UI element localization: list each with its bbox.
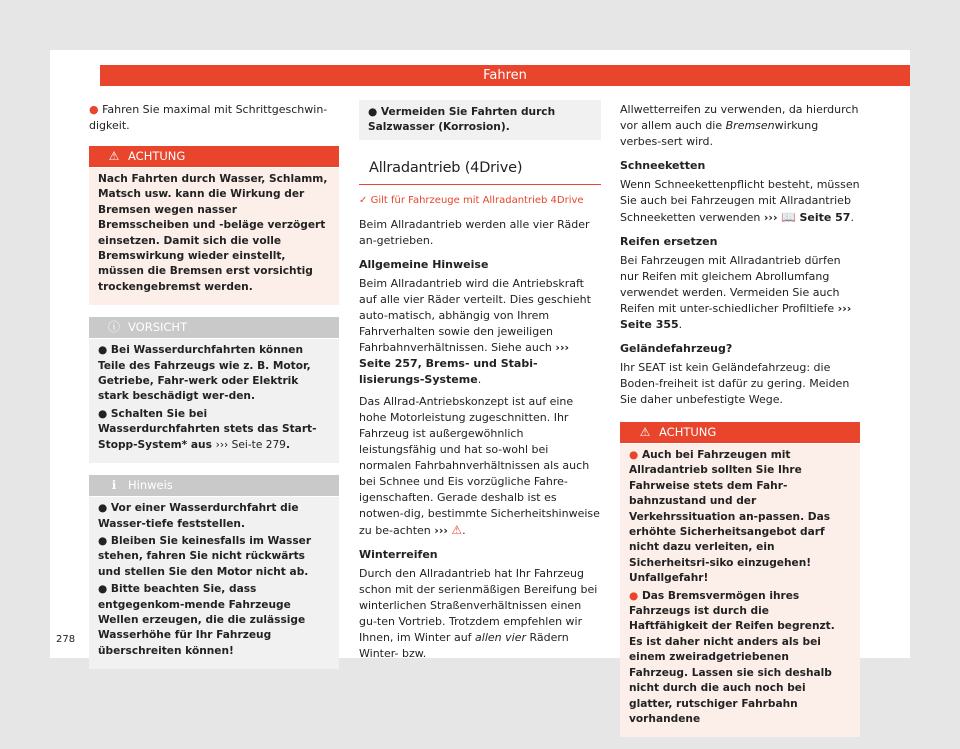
warning-box (620, 422, 860, 737)
paragraph-end: wirkung verbes-sert wird. (620, 119, 819, 148)
caution-item-text: ● Schalten Sie bei Wasserdurchfahrten stets das Start-Stopp-System* aus (98, 407, 317, 451)
paragraph-text: Wenn Schneekettenpflicht besteht, müssen Sie auch bei Fahrzeugen mit Allradantrieb Schneeketten verwenden (620, 178, 860, 224)
warning-header (89, 146, 339, 168)
info-item: ● Bitte beachten Sie, dass entgegenkom-mende Fahrzeuge Wellen erzeugen, die die zulässige Wasserhöhe für Ihr Fahrzeug überschreiten können! (98, 583, 306, 657)
column-middle (359, 102, 601, 668)
info-box (89, 475, 339, 669)
warning-item-text: Auch bei Fahrzeugen mit Allradantrieb sollten Sie Ihre Fahrweise stets dem Fahr-bahnzustand und der Verkehrssituation an-passen. Das erhöhte Sicherheitsangebot darf nicht dazu verleiten, ein Sicherheitsri-siko einzugehen! Unfallgefahr! (629, 449, 831, 585)
chapter-header: Fahren (100, 65, 910, 86)
page-number: 278 (56, 634, 76, 645)
page-reference-link[interactable]: ››› Sei-te 279 (215, 438, 286, 451)
bullet-icon: ● (629, 589, 642, 602)
warning-text: Nach Fahrten durch Wasser, Schlamm, Matsch usw. kann die Wirkung der Bremsen wegen nasser Bremsscheiben und -beläge verzögert einsetzen. Damit sich die volle Bremswirkung wieder einstellt, müssen die Bremsen erst vorsichtig trockengebremst werden. (98, 173, 328, 293)
page-reference-link[interactable]: ››› Seite 355 (620, 302, 852, 331)
emphasis-text: Bremsen (725, 119, 775, 132)
caution-item-end: . (285, 438, 290, 451)
info-header (89, 475, 339, 497)
info-item: ● Vor einer Wasserdurchfahrt die Wasser-tiefe feststellen. (98, 502, 299, 530)
manual-page (50, 50, 910, 725)
column-right (620, 102, 860, 749)
caution-title: VORSICHT (128, 320, 188, 335)
paragraph-text: Beim Allradantrieb wird die Antriebskraft auf alle vier Räder verteilt. Dies geschieht auto-matisch, abhängig von Ihrem Fahrverhalten sowie den jeweiligen Fahrbahnverhältnissen. Siehe auch (359, 277, 591, 354)
paragraph (359, 276, 601, 388)
caution-header (89, 317, 339, 339)
page-reference-link[interactable]: ››› (763, 211, 778, 224)
caution-item: ● Bei Wasserdurchfahrten können Teile des Fahrzeugs wie z. B. Motor, Getriebe, Fahr-werk oder Elektrik stark beschädigt wer-den. (98, 344, 311, 403)
salt-water-note: ● Vermeiden Sie Fahrten durch Salzwasser (Korrosion). (359, 100, 601, 140)
warning-triangle-icon: ⚠ (639, 424, 651, 439)
paragraph-text: Bei Fahrzeugen mit Allradantrieb dürfen nur Reifen mit gleichem Abrollumfang verwendet werden. Vermeiden Sie auch Reifen mit unter-schiedlicher Profiltiefe (620, 254, 841, 315)
paragraph-text: Das Allrad-Antriebskonzept ist auf eine hohe Motorleistung zugeschnitten. Ihr Fahrzeug ist außergewöhnlich leistungsfähig und hat so-wohl bei normalen Fahrbahnverhältnissen als auch bei Schnee und Eis vorzügliche Fahre-igenschaften. Gerade deshalb ist es notwen-dig, bestimmte Sicherheitshinweise zu be-achten (359, 395, 600, 537)
paragraph-text: Allwetterreifen zu verwenden, da hierdurch vor allem auch die (620, 103, 859, 132)
subheading-winter: Winterreifen (359, 548, 438, 561)
applicability-line (359, 193, 601, 209)
info-item: ● Bleiben Sie keinesfalls im Wasser stehen, fahren Sie nicht rückwärts und stellen Sie den Motor nicht ab. (98, 534, 312, 578)
paragraph (359, 566, 601, 662)
warning-triangle-icon: ⚠ (451, 523, 463, 537)
paragraph-end: . (462, 524, 466, 537)
warning-triangle-icon: ⚠ (108, 148, 120, 163)
subheading-tires: Reifen ersetzen (620, 235, 718, 248)
paragraph-end: Rädern Winter- bzw. (359, 631, 569, 660)
bullet-icon: ● (629, 449, 642, 461)
caution-circle-icon: ⓘ (107, 320, 120, 335)
paragraph-end: . (477, 373, 482, 386)
paragraph: Ihr SEAT ist kein Geländefahrzeug: die Boden-freiheit ist dafür zu gering. Meiden Sie daher unbefestigte Wege. (620, 361, 850, 406)
warning-item (629, 448, 851, 587)
warning-reference-link[interactable]: ››› (434, 524, 448, 537)
paragraph-text: Durch den Allradantrieb hat Ihr Fahrzeug schon mit der serienmäßigen Bereifung bei winterlichen Straßenverhältnissen einen gu-ten Vortrieb. Trotzdem empfehlen wir Ihnen, im Winter auf (359, 567, 598, 644)
caution-item (98, 407, 330, 453)
section-title: Allradantrieb (4Drive) (359, 160, 601, 185)
subheading-offroad: Geländefahrzeug? (620, 342, 733, 355)
intro-paragraph (89, 102, 339, 134)
column-left (89, 102, 339, 681)
page-reference-link[interactable]: Seite 57 (799, 211, 851, 224)
caution-box (89, 317, 339, 463)
paragraph (620, 253, 860, 333)
page-reference-link[interactable]: ››› Seite 257, Brems- und Stabi-lisierungs-Systeme (359, 341, 570, 386)
check-icon: ✓ (359, 195, 368, 206)
warning-item-text: Das Bremsvermögen ihres Fahrzeugs ist durch die Haftfähigkeit der Reifen begrenzt. Es ist daher nicht anders als bei einem zweiradgetriebenen Fahrzeug. Lassen sie sich deshalb nicht durch die auch noch bei glatter, rutschiger Fahrbahn vorhandene (629, 589, 835, 725)
info-icon: ℹ (111, 477, 117, 492)
info-title: Hinweis (128, 477, 173, 492)
emphasis-text: allen vier (475, 631, 526, 644)
paragraph (359, 394, 601, 539)
subheading-general: Allgemeine Hinweise (359, 258, 489, 271)
book-icon: 📖 (780, 210, 796, 224)
paragraph: Beim Allradantrieb werden alle vier Räder an-getrieben. (359, 218, 590, 247)
bullet-icon: ● (89, 103, 99, 116)
subheading-chains: Schneeketten (620, 159, 706, 172)
warning-header (620, 422, 860, 444)
warning-title: ACHTUNG (128, 148, 186, 163)
paragraph (620, 177, 860, 226)
paragraph (620, 102, 860, 150)
warning-box (89, 146, 339, 305)
applicability-text: Gilt für Fahrzeuge mit Allradantrieb 4Drive (370, 195, 584, 206)
paragraph-end: . (850, 211, 854, 224)
intro-text: Fahren Sie maximal mit Schrittgeschwin-digkeit. (89, 103, 328, 132)
warning-title: ACHTUNG (659, 424, 717, 439)
warning-item (629, 589, 851, 728)
paragraph-end: . (678, 318, 683, 331)
